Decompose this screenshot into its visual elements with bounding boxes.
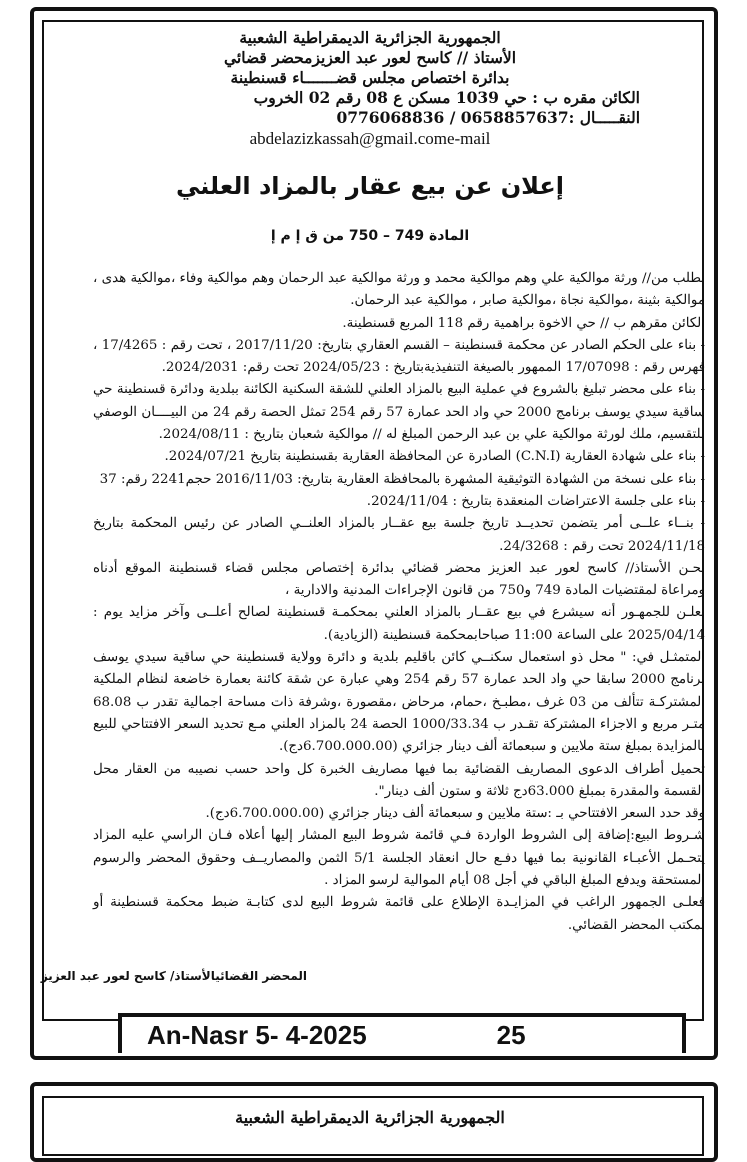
paragraph: - بناء على جلسة الاعتراضات المنعقدة بتاريخ : 2024/11/04. [366, 493, 705, 509]
page-footer [118, 1013, 686, 1053]
article-reference: المادة 749 – 750 من ق إ م إ [270, 228, 470, 244]
paragraph: تحميل أطراف الدعوى المصاريف القضائية بما فيها مصاريف الخبرة كل واحد حسب نصيبه من العقار محل القسمة والمقدرة بمبلغ 63.000دج ثلاثة و ستون ألف دينار". [93, 761, 705, 799]
paragraph: - بناء على الحكم الصادر عن محكمة قسنطينة – القسم العقاري بتاريخ: 2017/11/20 ، تحت رقم : 17/4265 ، فهرس رقم : 17/07098 الممهور بالصيغة التنفيذيةبتاريخ : 2024/05/23 تحت رقم: 2024/2031. [93, 337, 705, 376]
court-line: بدائرة اختصاص مجلس قضـــــــاء قسنطينة [230, 68, 510, 87]
paragraph: الكائن مقرهم ب // حي الاخوة براهمية رقم 118 المربع قسنطينة. [342, 315, 705, 331]
paragraph: المتمثـل في: " محل ذو استعمال سكنــي كائن باقليم بلدية و دائرة وولاية قسنطينة حي ساقية سيدي يوسف برنامج 2000 سابقا حي واد الحد عمارة 57 رقم 254 وهي عبارة عن شقة كائنة بعمارة خاضعة لنظام الملكية المشتركـة تتألف من 03 غرف ،مطبـخ ،حمام، مرحاض ،مقصورة ،وشرفة ذات مساحة اجمالية تقدر ب 68.08 متـر مربع و الاجزاء المشتركة تقـدر ب 1000/33.34 الحصة 24 بالمزاد العلني مـع تحديد السعر الافتتاحي للبيع بالمزايدة بمبلغ ستة ملايين و سبعمائة ألف دينار جزائري (6.700.000.00دج). [93, 650, 705, 755]
paragraph: وقد حدد السعر الافتتاحي بـ :ستة ملايين و سبعمائة ألف دينار جزائري (6.700.000.00دج). [205, 806, 705, 822]
email-line: abdelazizkassah@gmail.come-mail [249, 129, 491, 148]
next-page-header: الجمهورية الجزائرية الديمقراطية الشعبية [235, 1108, 505, 1127]
paragraph: - بناء على شهادة العقارية (C.N.I) الصادرة عن المحافظة العقارية بقسنطينة بتاريخ 2024/07/21. [164, 449, 705, 465]
signature-line: المحضر القضائيالأستاذ/ كاسح لعور عبد العزيز [40, 969, 307, 983]
notice-title: إعلان عن بيع عقار بالمزاد العلني [175, 172, 565, 200]
page-number: 25 [496, 1019, 526, 1050]
paragraph: نعلـن للجمهـور أنه سيشرع في بيع عقــار بالمزاد العلني بمحكمـة قسنطينة لصالح أعلــى وآخر مزايد يوم : 2025/04/14 على الساعة 11:00 صباحابمحكمة قسنطينة (الزيادية). [93, 605, 705, 643]
paragraph: - بناء على نسخة من الشهادة التوثيقية المشهرة بالمحافظة العقارية بتاريخ: 2016/11/03 حجم2241 رقم: 37 [99, 471, 705, 487]
paragraph: نحـن الأستاذ// كاسح لعور عبد العزيز محضر قضائي بدائرة إختصاص مجلس قضاء قسنطينة الموقع أدناه ومراعاة لمقتضيات المادة 749 و750 من قانون الإجراءات المدنية والادارية ، [93, 560, 705, 599]
paragraph: - بنــاء علــى أمر يتضمن تحديــد تاريخ جلسة بيع عقــار بالمزاد العلنــي الصادر عن رئيس المحكمة بتاريخ 2024/11/18 تحت رقم : 24/3268. [93, 516, 705, 554]
paragraph: - بناء على محضر تبليغ بالشروع في عملية البيع بالمزاد العلني للشقة السكنية الكائنة ببلدية ودائرة قسنطينة حي ساقية سيدي يوسف برنامج 2000 حي واد الحد عمارة 57 رقم 254 تمثل الحصة رقم 24 من البيــــان الوصفي للتقسيم، ملك لورثة موالكية علي بن عبد الرحمن المبلغ له // موالكية شعبان بتاريخ : 2024/08/11. [93, 382, 705, 443]
phones-line: النقـــــال :0658857637 / 0776068836 [336, 108, 640, 127]
republic-line: الجمهورية الجزائرية الديمقراطية الشعبية [239, 28, 501, 47]
publication-date: An-Nasr 5- 4-2025 [147, 1019, 367, 1050]
address-line: الكائن مقره ب : حي 1039 مسكن ع 08 رقم 02 الخروب [253, 88, 640, 107]
notice-body [93, 268, 705, 937]
paragraph: بطلب من// ورثة موالكية علي وهم موالكية محمد و ورثة موالكية عبد الرحمان وهم موالكية وفاء ،موالكية هدى ، موالكية بثينة ،موالكية نجاة ،موالكية صابر ، موالكية عبد الرحمان. [93, 271, 705, 309]
letterhead [60, 28, 680, 150]
paragraph: شـروط البيع:إضافة إلى الشروط الواردة فـي قائمة شروط البيع المشار إليها أعلاه فـان الراسي عليه المزاد يتحـمل الأعبـاء القانونية بما فيها دفـع حال انعقاد الجلسة 5/1 الثمن والمصاريــف وحقوق المحضر والرسوم المستحقة ويدفع المبلغ الباقي في أجل 08 أيام الموالية لرسو المزاد . [93, 828, 705, 889]
paragraph: فعلـى الجمهور الراغب في المزايـدة الإطلاع على قائمة شروط البيع لدى كتابـة ضبط محكمة قسنطينة أو بمكتب المحضر القضائي. [93, 895, 705, 933]
lawyer-line: الأستاذ // كاسح لعور عبد العزيزمحضر قضائي [223, 48, 517, 67]
